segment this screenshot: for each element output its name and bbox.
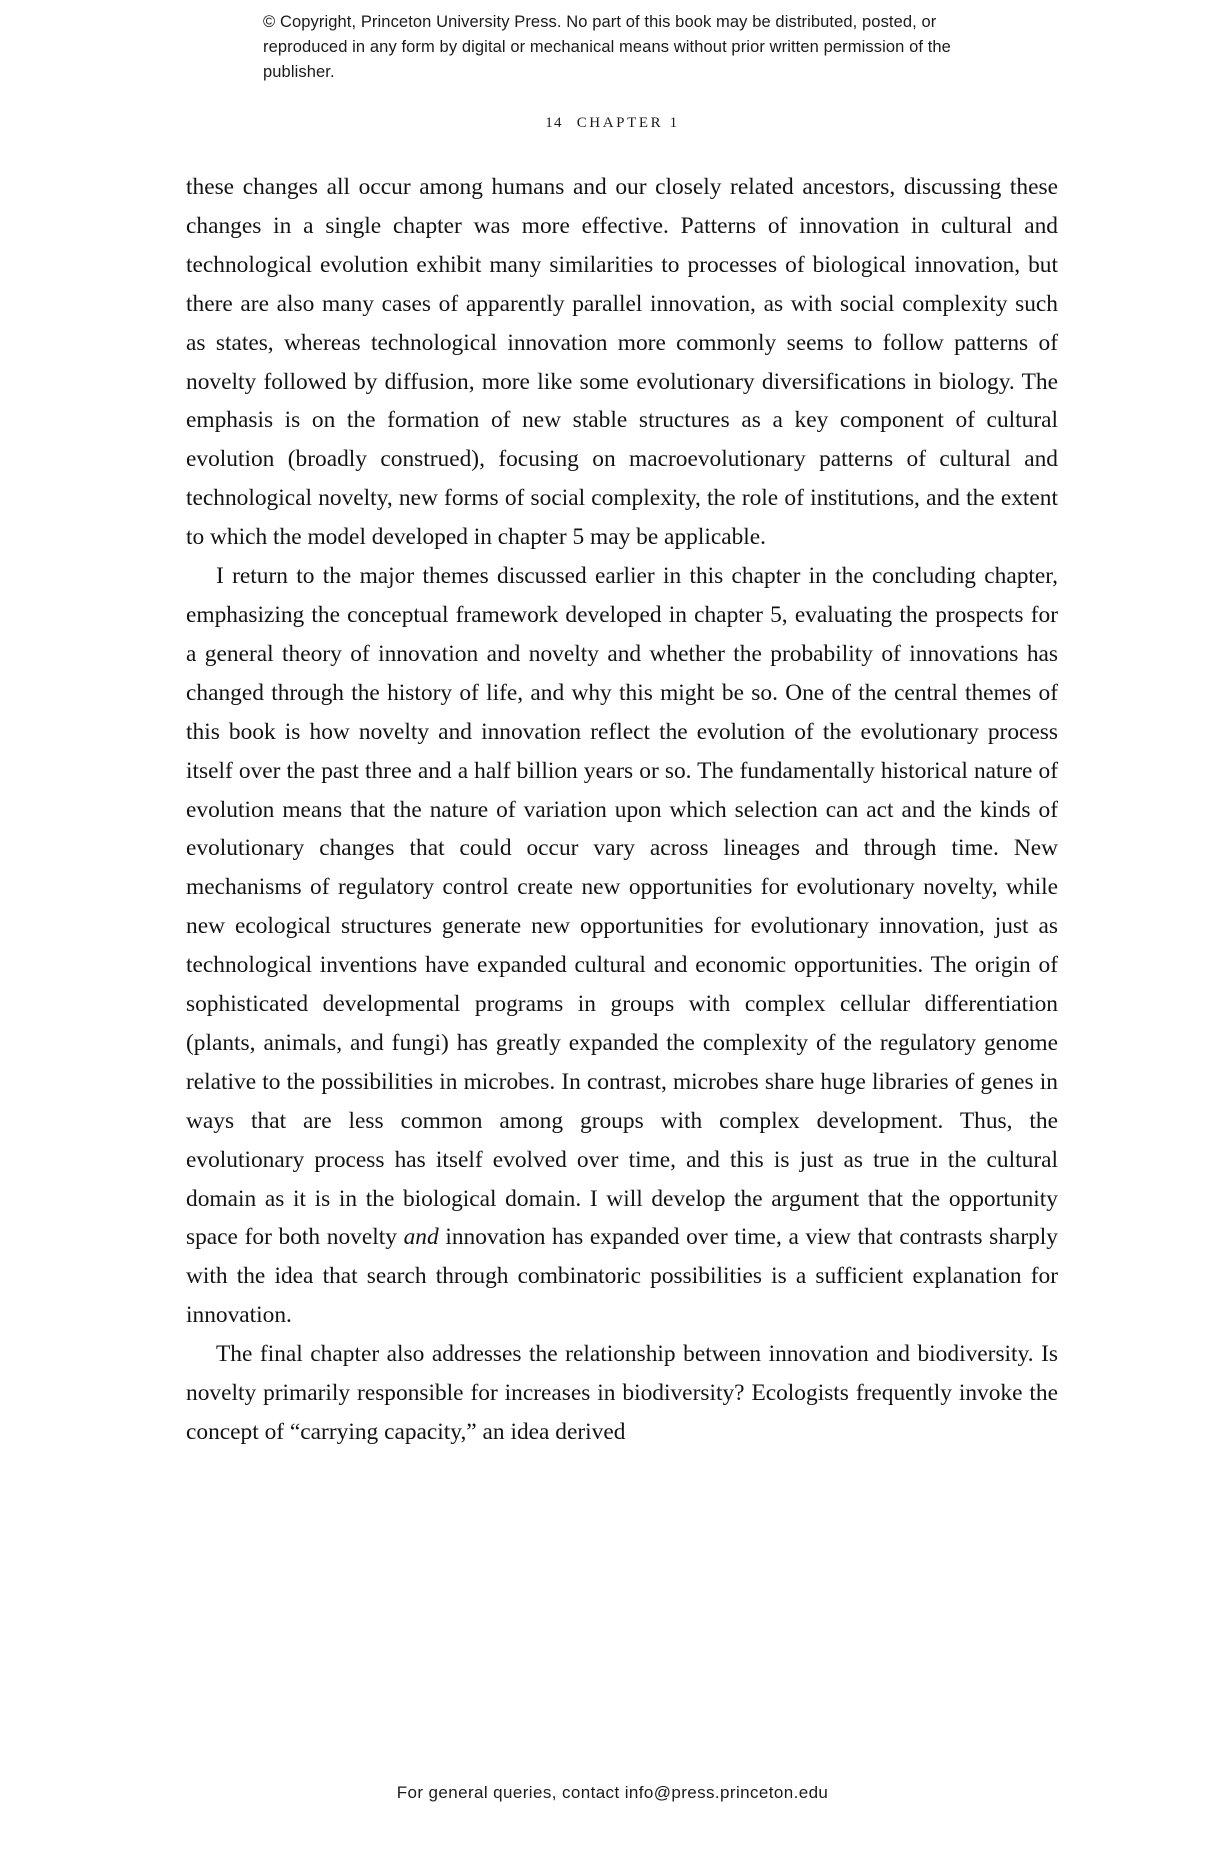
emphasis-text: and <box>403 1224 439 1251</box>
running-head <box>0 115 1225 132</box>
chapter-label: CHAPTER 1 <box>576 115 680 131</box>
footer-notice: For general queries, contact info@press.princeton.edu <box>396 1783 829 1802</box>
page-number: 14 <box>545 115 563 131</box>
paragraph: I return to the major themes discussed earlier in this chapter in the concluding chapter, emphasizing the conceptual framework developed in chapter 5, evaluating the prospects for a general theory of innovation and novelty and whether the probability of innovations has changed through the history of life, and why this might be so. One of the central themes of this book is how novelty and innovation reflect the evolution of the evolutionary process itself over the past three and a half billion years or so. The fundamentally historical nature of evolution means that the nature of variation upon which selection can act and the kinds of evolutionary changes that could occur vary across lineages and through time. New mechanisms of regulatory control create new opportunities for evolutionary novelty, while new ecological structures generate new opportunities for evolutionary innovation, just as technological inventions have expanded cultural and economic opportunities. The origin of sophisticated developmental programs in groups with complex cellular differentiation (plants, animals, and fungi) has greatly expanded the complexity of the regulatory genome relative to the possibilities in microbes. In contrast, microbes share huge libraries of genes in ways that are less common among groups with complex development. Thus, the evolutionary process has itself evolved over time, and this is just as true in the cultural domain as it is in the biological domain. I will develop the argument that the opportunity space for both novelty and innovation has expanded over time, a view that contrasts sharply with the idea that search through combinatoric possibilities is a sufficient explanation for innovation. <box>186 563 1058 1329</box>
paragraph: these changes all occur among humans and our closely related ancestors, discussing these changes in a single chapter was more effective. Patterns of innovation in cultural and technological evolution exhibit many similarities to processes of biological innovation, but there are also many cases of apparently parallel innovation, as with social complexity such as states, whereas technological innovation more commonly seems to follow patterns of novelty followed by diffusion, more like some evolutionary diversifications in biology. The emphasis is on the formation of new stable structures as a key component of cultural evolution (broadly construed), focusing on macroevolutionary patterns of cultural and technological novelty, new forms of social complexity, the role of institutions, and the extent to which the model developed in chapter 5 may be applicable. <box>186 174 1058 551</box>
body-text <box>186 168 1058 1452</box>
copyright-notice: © Copyright, Princeton University Press. No part of this book may be distributed, posted, or reproduced in any form by digital or mechanical means without prior written permission of the publisher. <box>263 13 951 81</box>
paragraph: The final chapter also addresses the relationship between innovation and biodiversity. Is novelty primarily responsible for increases in biodiversity? Ecologists frequently invoke the concept of “carrying capacity,” an idea derived <box>186 1341 1058 1445</box>
